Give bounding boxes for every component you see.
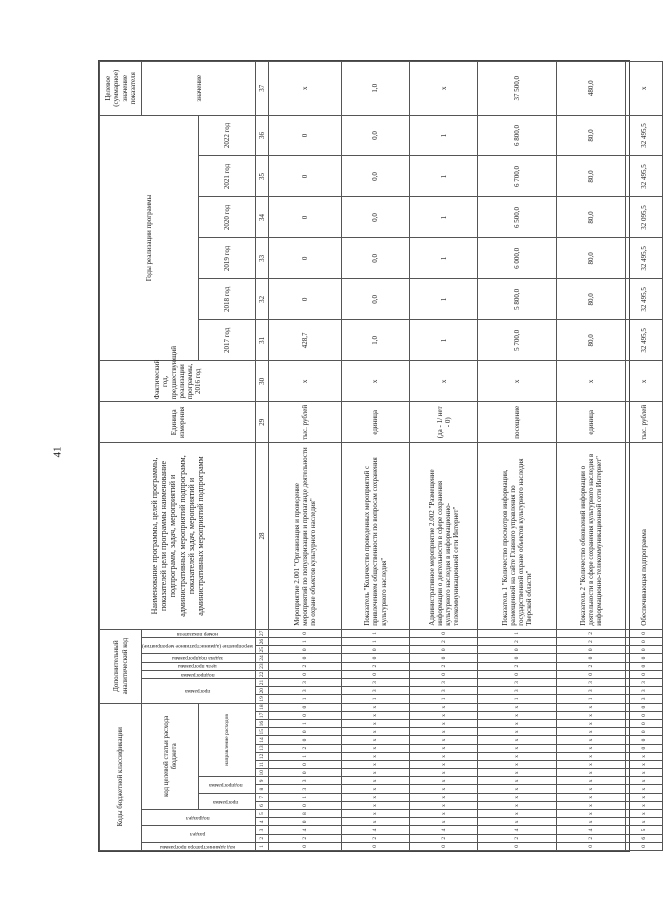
header-year-2018: 2018 год xyxy=(199,279,256,320)
header-year-2019: 2019 год xyxy=(199,238,256,279)
row-unit: (да - 1/ нет - 0) xyxy=(410,402,478,443)
column-number: 30 xyxy=(256,361,269,402)
row-name: Обеспечивающая подпрограмма xyxy=(625,443,662,629)
code-cell: х xyxy=(341,752,409,760)
table-row xyxy=(625,62,662,851)
code-cell: 3 xyxy=(478,678,557,686)
code-cell: 2 xyxy=(341,662,409,670)
code-cell: х xyxy=(557,801,625,809)
code-cell: х xyxy=(410,793,478,801)
row-year-value: 6 000,0 xyxy=(478,238,557,279)
row-year-value: 0 xyxy=(269,238,342,279)
row-year-value: 1 xyxy=(410,156,478,197)
program-indicators-table xyxy=(99,61,663,851)
code-cell: 2 xyxy=(410,638,478,646)
code-cell: х xyxy=(410,801,478,809)
code-cell: 0 xyxy=(625,842,662,850)
code-cell: х xyxy=(410,818,478,826)
code-cell: х xyxy=(341,777,409,785)
code-cell: х xyxy=(625,760,662,768)
code-cell: 4 xyxy=(341,826,409,834)
code-cell: 0 xyxy=(341,646,409,654)
code-cell: 2 xyxy=(478,638,557,646)
code-cell: 0 xyxy=(557,654,625,662)
code-cell: х xyxy=(478,785,557,793)
code-cell: 0 xyxy=(410,629,478,637)
table-row xyxy=(269,62,342,851)
row-year-value: 80,0 xyxy=(557,320,625,361)
code-cell: 1 xyxy=(269,638,342,646)
column-number: 34 xyxy=(256,197,269,238)
column-number: 35 xyxy=(256,156,269,197)
code-cell: 0 xyxy=(410,670,478,678)
code-cell: 0 xyxy=(625,711,662,719)
table-rotation-wrapper xyxy=(99,61,648,851)
column-number: 19 xyxy=(256,695,269,703)
code-cell: 3 xyxy=(269,785,342,793)
code-cell: х xyxy=(557,810,625,818)
code-cell: 1 xyxy=(341,629,409,637)
code-cell: 2 xyxy=(269,834,342,842)
code-cell: х xyxy=(410,810,478,818)
row-year-value: 1 xyxy=(410,238,478,279)
code-cell: 4 xyxy=(557,826,625,834)
code-cell: 3 xyxy=(269,678,342,686)
code-cell: х xyxy=(410,744,478,752)
column-number: 37 xyxy=(256,62,269,116)
header-goal: цель программы xyxy=(142,662,256,670)
column-number: 14 xyxy=(256,736,269,744)
row-year-value: 0 xyxy=(269,197,342,238)
row-year-value: 1 xyxy=(410,115,478,156)
code-cell: 0 xyxy=(557,670,625,678)
header-name: Наименование программы, целей программы, показателей цели программы наименование подпрограмм, задач, мероприятий и административных мероприятий подпрограмм, показателей задач, мероприятий и административных мероприятий подпрограмм xyxy=(100,443,256,629)
code-cell: х xyxy=(341,744,409,752)
row-year-value: 80,0 xyxy=(557,156,625,197)
row-year-value: 32 495,5 xyxy=(625,238,662,279)
header-program: программа xyxy=(199,793,256,809)
row-target-total: х xyxy=(410,62,478,116)
row-year-value: 1,0 xyxy=(341,320,409,361)
header-fact-year: Фактический год, предшествующий реализации программы, 2016 год xyxy=(100,361,256,402)
code-cell: 3 xyxy=(410,687,478,695)
rotated-table-sheet xyxy=(98,60,648,852)
code-cell: х xyxy=(625,785,662,793)
row-year-value: 32 495,5 xyxy=(625,156,662,197)
column-number: 8 xyxy=(256,785,269,793)
code-cell: 3 xyxy=(478,687,557,695)
code-cell: 0 xyxy=(625,654,662,662)
code-cell: х xyxy=(557,777,625,785)
column-number: 27 xyxy=(256,629,269,637)
code-cell: 8 xyxy=(269,810,342,818)
code-cell: х xyxy=(478,801,557,809)
header-target-article: код целевой статьи расхода бюджета xyxy=(142,703,199,810)
code-cell: 4 xyxy=(269,826,342,834)
column-number: 1 xyxy=(256,842,269,850)
code-cell: х xyxy=(410,752,478,760)
code-cell: 0 xyxy=(269,654,342,662)
column-number: 4 xyxy=(256,818,269,826)
code-cell: х xyxy=(557,720,625,728)
column-number: 29 xyxy=(256,402,269,443)
row-year-value: 6 800,0 xyxy=(478,115,557,156)
row-year-value: 6 500,0 xyxy=(478,197,557,238)
code-cell: 2 xyxy=(557,834,625,842)
table-row xyxy=(410,62,478,851)
row-name: Показатель "Количество проведенных мероприятий с привлечением общественности по вопросам сохранения культурного наследия" xyxy=(341,443,409,629)
row-year-value: 0 xyxy=(269,115,342,156)
code-cell: 0 xyxy=(269,736,342,744)
column-number: 22 xyxy=(256,670,269,678)
header-an-subprogram: подпрограмма xyxy=(142,670,256,678)
code-cell: х xyxy=(478,744,557,752)
code-cell: 0 xyxy=(557,842,625,850)
row-target-total: 1,0 xyxy=(341,62,409,116)
row-name: Административное мероприятие 2.002 "Размещение информации о деятельности в сфере сохранения культурного наследия в информационно-телекоммуникационной сети Интернет" xyxy=(410,443,478,629)
column-number: 23 xyxy=(256,662,269,670)
row-year-value: 6 700,0 xyxy=(478,156,557,197)
column-number: 10 xyxy=(256,769,269,777)
column-number: 6 xyxy=(256,801,269,809)
code-cell: 1 xyxy=(478,695,557,703)
code-cell: 0 xyxy=(625,646,662,654)
column-number: 3 xyxy=(256,826,269,834)
code-cell: 2 xyxy=(557,662,625,670)
row-fact-value: х xyxy=(269,361,342,402)
code-cell: х xyxy=(625,769,662,777)
code-cell: 1 xyxy=(269,695,342,703)
code-cell: 0 xyxy=(625,720,662,728)
code-cell: х xyxy=(478,752,557,760)
code-cell: 0 xyxy=(410,842,478,850)
header-budget-codes: Коды бюджетной классификации xyxy=(100,703,142,850)
page-number: 41 xyxy=(51,446,64,458)
row-name: Показатель 2 "Количество обновлений информации о деятельности в сфере сохранения культурного наследия в информационно-телекоммуникационной сети Интернет" xyxy=(557,443,625,629)
code-cell: х xyxy=(557,703,625,711)
row-year-value: 0 xyxy=(269,279,342,320)
column-number: 12 xyxy=(256,752,269,760)
code-cell: 1 xyxy=(341,695,409,703)
code-cell: 0 xyxy=(625,670,662,678)
table-row xyxy=(341,62,409,851)
row-name: Показатель 1 "Количество просмотров информации, размещенной на сайте Главного управления по государственной охране объектов культурного наследия Тверской области" xyxy=(478,443,557,629)
code-cell: 5 xyxy=(625,826,662,834)
code-cell: 1 xyxy=(410,695,478,703)
code-cell: х xyxy=(557,711,625,719)
code-cell: х xyxy=(478,736,557,744)
code-cell: х xyxy=(478,703,557,711)
row-year-value: 1 xyxy=(410,320,478,361)
code-cell: 2 xyxy=(269,744,342,752)
row-year-value: 5 700,0 xyxy=(478,320,557,361)
code-cell: 2 xyxy=(478,662,557,670)
header-admin-code: код администратора программы xyxy=(142,842,256,850)
row-year-value: 5 800,0 xyxy=(478,279,557,320)
header-task: задача подпрограммы xyxy=(142,654,256,662)
header-years: Годы реализации программы xyxy=(100,115,199,361)
code-cell: 0 xyxy=(625,703,662,711)
code-cell: 0 xyxy=(269,842,342,850)
row-year-value: 0,0 xyxy=(341,197,409,238)
header-year-2020: 2020 год xyxy=(199,197,256,238)
row-fact-value: х xyxy=(625,361,662,402)
code-cell: х xyxy=(478,760,557,768)
code-cell: 0 xyxy=(269,703,342,711)
code-cell: х xyxy=(341,810,409,818)
code-cell: 0 xyxy=(269,728,342,736)
column-number: 21 xyxy=(256,678,269,686)
code-cell: 3 xyxy=(410,678,478,686)
row-year-value: 0,0 xyxy=(341,238,409,279)
column-number: 11 xyxy=(256,760,269,768)
code-cell: х xyxy=(478,711,557,719)
code-cell: 0 xyxy=(625,629,662,637)
row-year-value: 32 495,5 xyxy=(625,320,662,361)
column-number: 18 xyxy=(256,703,269,711)
code-cell: х xyxy=(625,818,662,826)
code-cell: 3 xyxy=(341,687,409,695)
code-cell: 0 xyxy=(410,646,478,654)
code-cell: х xyxy=(557,785,625,793)
code-cell: 4 xyxy=(478,826,557,834)
row-year-value: 32 495,5 xyxy=(625,279,662,320)
code-cell: 2 xyxy=(410,662,478,670)
code-cell: х xyxy=(341,785,409,793)
header-unit: Единица измерения xyxy=(100,402,256,443)
code-cell: х xyxy=(478,769,557,777)
row-fact-value: х xyxy=(557,361,625,402)
code-cell: х xyxy=(341,703,409,711)
code-cell: 0 xyxy=(478,646,557,654)
row-unit: единица xyxy=(341,402,409,443)
header-year-2017: 2017 год xyxy=(199,320,256,361)
column-number: 9 xyxy=(256,777,269,785)
row-unit: тыс. рублей xyxy=(625,402,662,443)
row-year-value: 80,0 xyxy=(557,197,625,238)
code-cell: 1 xyxy=(478,629,557,637)
code-cell: х xyxy=(557,736,625,744)
header-an-program: программа xyxy=(142,678,256,703)
row-year-value: 1 xyxy=(410,197,478,238)
column-number: 24 xyxy=(256,654,269,662)
row-fact-value: х xyxy=(410,361,478,402)
column-number: 28 xyxy=(256,443,269,629)
header-subprogram: подпрограмма xyxy=(199,777,256,793)
row-year-value: 0 xyxy=(269,156,342,197)
code-cell: х xyxy=(341,728,409,736)
row-target-total: 37 500,0 xyxy=(478,62,557,116)
code-cell: х xyxy=(478,818,557,826)
code-cell: 0 xyxy=(625,744,662,752)
code-cell: х xyxy=(625,801,662,809)
column-number: 5 xyxy=(256,810,269,818)
code-cell: х xyxy=(341,736,409,744)
header-year-2022: 2022 год xyxy=(199,115,256,156)
code-cell: 6 xyxy=(625,834,662,842)
code-cell: х xyxy=(410,720,478,728)
code-cell: х xyxy=(410,703,478,711)
code-cell: 3 xyxy=(625,695,662,703)
header-podrazdel: подраздел xyxy=(142,810,256,826)
row-year-value: 428,7 xyxy=(269,320,342,361)
code-cell: х xyxy=(557,760,625,768)
code-cell: 0 xyxy=(478,654,557,662)
row-unit: тыс. рублей xyxy=(269,402,342,443)
code-cell: 0 xyxy=(625,728,662,736)
header-measure-number: номер показателя xyxy=(142,629,256,637)
code-cell: х xyxy=(557,818,625,826)
code-cell: х xyxy=(410,769,478,777)
row-year-value: 0,0 xyxy=(341,115,409,156)
code-cell: 2 xyxy=(557,638,625,646)
code-cell: 0 xyxy=(478,670,557,678)
header-direction: направление расходов xyxy=(199,703,256,777)
code-cell: 0 xyxy=(341,842,409,850)
code-cell: 3 xyxy=(269,777,342,785)
code-cell: х xyxy=(557,728,625,736)
row-year-value: 1 xyxy=(410,279,478,320)
code-cell: 0 xyxy=(341,670,409,678)
code-cell: 0 xyxy=(478,842,557,850)
code-cell: х xyxy=(341,818,409,826)
code-cell: х xyxy=(557,744,625,752)
header-value: значение xyxy=(142,62,256,116)
column-number: 7 xyxy=(256,793,269,801)
row-target-total: х xyxy=(269,62,342,116)
column-number: 2 xyxy=(256,834,269,842)
code-cell: 0 xyxy=(557,646,625,654)
code-cell: 3 xyxy=(625,687,662,695)
code-cell: 4 xyxy=(410,826,478,834)
code-cell: х xyxy=(341,720,409,728)
code-cell: х xyxy=(341,801,409,809)
row-fact-value: х xyxy=(478,361,557,402)
code-cell: 0 xyxy=(269,646,342,654)
code-cell: 3 xyxy=(557,687,625,695)
code-cell: х xyxy=(478,720,557,728)
header-target-value: Целевое (суммарное) значение показателя xyxy=(100,62,142,116)
code-cell: 0 xyxy=(625,736,662,744)
code-cell: х xyxy=(625,810,662,818)
code-cell: х xyxy=(410,760,478,768)
row-year-value: 80,0 xyxy=(557,279,625,320)
code-cell: 0 xyxy=(269,670,342,678)
code-cell: х xyxy=(625,793,662,801)
code-cell: х xyxy=(557,793,625,801)
row-year-value: 0,0 xyxy=(341,156,409,197)
code-cell: 0 xyxy=(269,711,342,719)
code-cell: 3 xyxy=(269,687,342,695)
code-cell: 0 xyxy=(269,769,342,777)
row-target-total: 480,0 xyxy=(557,62,625,116)
table-row xyxy=(478,62,557,851)
header-razdel: раздел xyxy=(142,826,256,842)
code-cell: х xyxy=(478,810,557,818)
row-year-value: 80,0 xyxy=(557,238,625,279)
column-number: 33 xyxy=(256,238,269,279)
code-cell: х xyxy=(341,711,409,719)
code-cell: 2 xyxy=(269,662,342,670)
row-unit: посещение xyxy=(478,402,557,443)
column-number: 26 xyxy=(256,638,269,646)
code-cell: х xyxy=(341,793,409,801)
code-cell: х xyxy=(410,728,478,736)
code-cell: х xyxy=(478,793,557,801)
code-cell: 2 xyxy=(557,629,625,637)
code-cell: 3 xyxy=(557,678,625,686)
row-unit: единица xyxy=(557,402,625,443)
row-fact-value: х xyxy=(341,361,409,402)
code-cell: 1 xyxy=(341,638,409,646)
code-cell: 1 xyxy=(269,793,342,801)
code-cell: 1 xyxy=(269,752,342,760)
column-number: 16 xyxy=(256,720,269,728)
row-year-value: 32 095,5 xyxy=(625,197,662,238)
code-cell: х xyxy=(557,769,625,777)
row-name: Мероприятие 2.001 "Организация и проведение мероприятий по популяризации и пропаганде деятельности по охране объектов культурного наследия" xyxy=(269,443,342,629)
code-cell: 0 xyxy=(625,638,662,646)
table-row xyxy=(557,62,625,851)
code-cell: х xyxy=(341,760,409,768)
row-year-value: 32 495,5 xyxy=(625,115,662,156)
code-cell: 0 xyxy=(625,662,662,670)
code-cell: х xyxy=(625,777,662,785)
code-cell: 2 xyxy=(410,834,478,842)
code-cell: х xyxy=(478,777,557,785)
column-number: 15 xyxy=(256,728,269,736)
column-numbers-row xyxy=(256,62,269,851)
code-cell: х xyxy=(410,711,478,719)
header-analytic-code: Дополнительный аналитический код xyxy=(100,629,142,703)
code-cell: х xyxy=(410,736,478,744)
column-number: 20 xyxy=(256,687,269,695)
column-number: 25 xyxy=(256,646,269,654)
column-number: 32 xyxy=(256,279,269,320)
code-cell: х xyxy=(625,752,662,760)
code-cell: 0 xyxy=(410,654,478,662)
code-cell: х xyxy=(478,728,557,736)
code-cell: х xyxy=(410,777,478,785)
code-cell: 3 xyxy=(341,678,409,686)
code-cell: х xyxy=(557,752,625,760)
header-year-2021: 2021 год xyxy=(199,156,256,197)
code-cell: 2 xyxy=(341,834,409,842)
code-cell: х xyxy=(341,769,409,777)
row-year-value: 0,0 xyxy=(341,279,409,320)
column-number: 36 xyxy=(256,115,269,156)
code-cell: 1 xyxy=(269,720,342,728)
header-measure: мероприятие (административное мероприятие) xyxy=(142,638,256,654)
column-number: 13 xyxy=(256,744,269,752)
code-cell: 1 xyxy=(557,695,625,703)
code-cell: 0 xyxy=(269,818,342,826)
column-number: 31 xyxy=(256,320,269,361)
code-cell: 0 xyxy=(269,629,342,637)
code-cell: х xyxy=(410,785,478,793)
code-cell: 3 xyxy=(625,678,662,686)
code-cell: 0 xyxy=(269,760,342,768)
code-cell: 0 xyxy=(341,654,409,662)
code-cell: 2 xyxy=(478,834,557,842)
column-number: 17 xyxy=(256,711,269,719)
row-target-total: х xyxy=(625,62,662,116)
row-year-value: 80,0 xyxy=(557,115,625,156)
code-cell: 0 xyxy=(269,801,342,809)
